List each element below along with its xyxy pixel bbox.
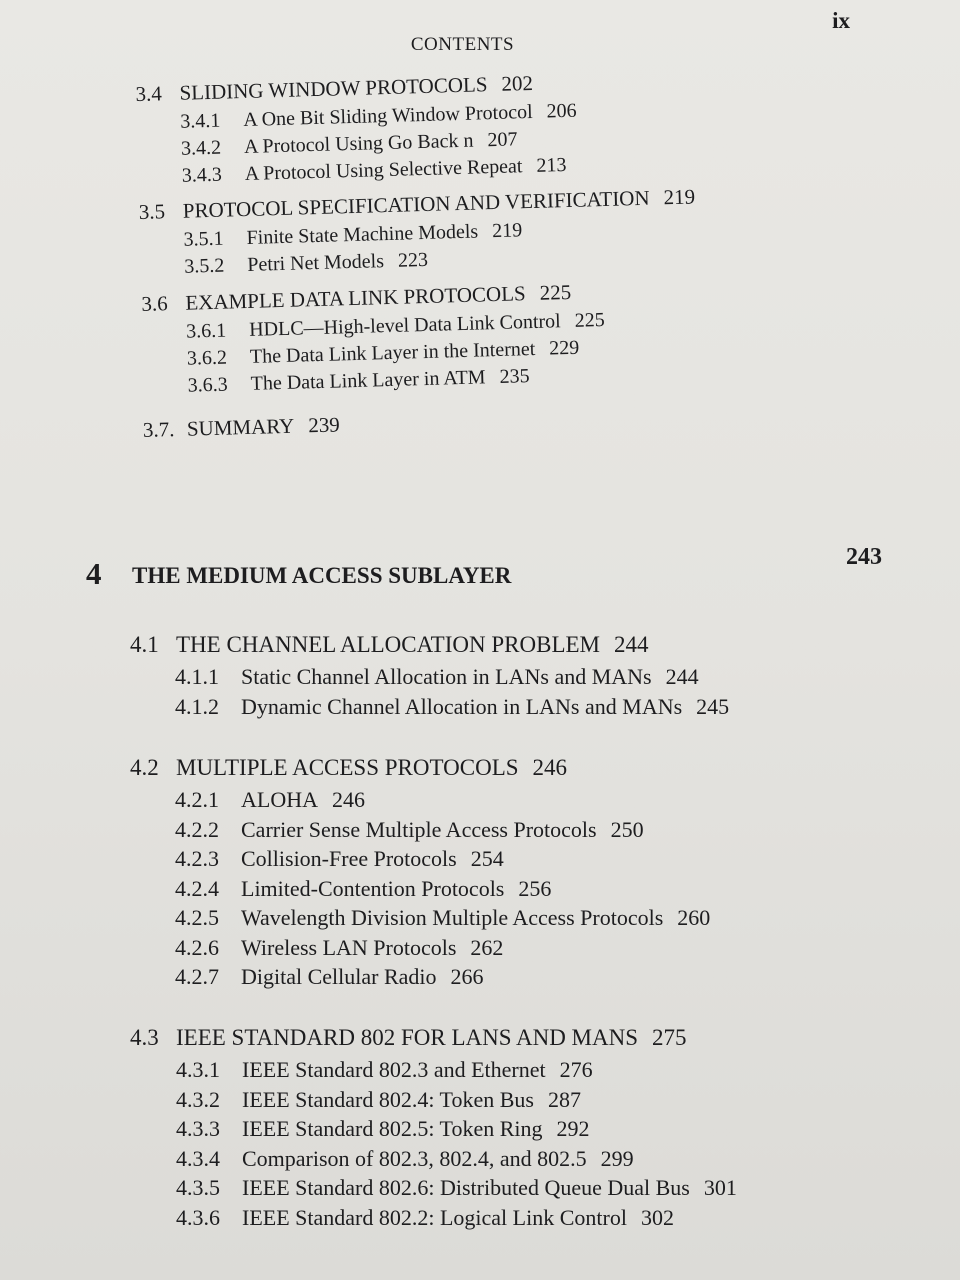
toc-subsection — [175, 694, 729, 724]
toc-subsection-title: The Data Link Layer in the Internet — [249, 337, 536, 368]
toc-subsection-title: HDLC—High-level Data Link Control — [248, 310, 561, 341]
toc-subsection-page: 229 — [548, 336, 580, 360]
page-number: ix — [832, 8, 850, 33]
toc-subsection-title: Static Channel Allocation in LANs and MANs — [241, 664, 652, 689]
toc-subsection-page: 213 — [536, 154, 567, 177]
toc-subsection-number: 4.3.4 — [176, 1145, 220, 1171]
toc-subsection-title: Digital Cellular Radio — [241, 964, 437, 989]
toc-subsection-page: 260 — [677, 905, 711, 930]
toc-subsection-title: Petri Net Models — [247, 250, 385, 276]
chapter-number: 4 — [86, 556, 102, 591]
toc-section-page: 219 — [663, 184, 696, 210]
toc-subsection — [175, 935, 710, 965]
toc-section — [141, 279, 607, 403]
toc-subsection-page: 235 — [499, 365, 530, 388]
toc-subsection-page: 262 — [470, 934, 504, 960]
toc-section-title: SLIDING WINDOW PROTOCOLS — [179, 72, 488, 105]
toc-subsection-number: 4.2.7 — [175, 964, 219, 989]
toc-subsection-title: IEEE Standard 802.3 and Ethernet — [242, 1057, 546, 1082]
toc-subsection-title: Carrier Sense Multiple Access Protocols — [241, 816, 597, 842]
toc-subsection-title: A Protocol Using Selective Repeat — [244, 155, 523, 185]
toc-subsection-page: 254 — [470, 846, 504, 871]
toc-subsection-number: 4.2.2 — [175, 816, 219, 842]
toc-subsection — [176, 1057, 737, 1087]
toc-subsection — [176, 1205, 737, 1235]
toc-subsection-number: 3.6.3 — [187, 373, 229, 397]
toc-subsection-number: 3.4.2 — [180, 136, 222, 160]
toc-section-number: 3.7. — [142, 417, 175, 442]
chapter-heading — [86, 544, 882, 592]
toc-section — [143, 412, 341, 447]
chapter-page: 243 — [846, 544, 882, 570]
toc-section-title: PROTOCOL SPECIFICATION AND VERIFICATION — [182, 185, 650, 223]
toc-subsection-page: 266 — [450, 964, 484, 989]
toc-subsection — [175, 964, 710, 994]
toc-subsection-number: 4.3.6 — [176, 1204, 220, 1230]
toc-subsection-title: IEEE Standard 802.5: Token Ring — [242, 1116, 543, 1141]
toc-subsection-title: ALOHA — [241, 787, 318, 812]
toc-section-number: 3.4 — [135, 81, 163, 107]
toc-subsection-number: 4.3.5 — [176, 1175, 220, 1200]
chapter-title: THE MEDIUM ACCESS SUBLAYER — [132, 563, 512, 588]
toc-section — [130, 632, 729, 723]
toc-subsection-number: 4.2.1 — [175, 787, 219, 812]
toc-subsection-title: Limited-Contention Protocols — [241, 875, 505, 901]
toc-subsection-page: 276 — [559, 1057, 593, 1082]
toc-section-title: THE CHANNEL ALLOCATION PROBLEM — [176, 632, 600, 657]
toc-subsection — [175, 846, 710, 876]
toc-section-number: 3.6 — [141, 291, 168, 316]
toc-subsection-number: 4.2.3 — [175, 846, 219, 871]
toc-subsection — [176, 1116, 737, 1146]
toc-subsection — [175, 905, 710, 935]
toc-subsection-page: 246 — [332, 787, 365, 812]
toc-subsection-number: 3.6.2 — [186, 346, 228, 370]
toc-section-page: 244 — [614, 632, 649, 657]
toc-subsection — [176, 1087, 737, 1117]
toc-section-title: SUMMARY — [186, 413, 295, 441]
toc-subsection-number: 3.4.1 — [180, 109, 221, 133]
toc-subsection — [175, 817, 710, 847]
toc-subsection-title: IEEE Standard 802.6: Distributed Queue Dual Bus — [242, 1175, 690, 1200]
toc-subsection-number: 3.6.1 — [185, 319, 227, 343]
toc-subsection-page: 287 — [547, 1086, 581, 1112]
toc-subsection-page: 302 — [640, 1204, 674, 1230]
toc-subsection-page: 219 — [491, 219, 523, 243]
toc-subsection-number: 4.2.4 — [175, 875, 219, 901]
toc-section-heading — [130, 755, 710, 787]
toc-subsection-page: 292 — [556, 1116, 590, 1141]
toc-subsection-page: 299 — [600, 1145, 634, 1171]
toc-section-page: 239 — [307, 412, 341, 438]
toc-subsection-title: A One Bit Sliding Window Protocol — [243, 100, 533, 132]
toc-subsection-number: 4.2.6 — [175, 934, 219, 960]
toc-subsection — [175, 787, 710, 817]
toc-section-page: 202 — [501, 70, 534, 96]
toc-section-title: IEEE STANDARD 802 FOR LANS AND MANS — [176, 1025, 639, 1050]
toc-section-heading — [130, 632, 729, 664]
toc-subsection-title: Finite State Machine Models — [246, 220, 479, 249]
toc-subsection-title: IEEE Standard 802.2: Logical Link Control — [242, 1204, 627, 1230]
toc-section — [135, 70, 578, 193]
toc-section-page: 225 — [539, 279, 572, 305]
toc-subsection-number: 3.5.2 — [184, 254, 225, 278]
toc-subsection-page: 244 — [665, 664, 699, 689]
toc-section-number: 4.1 — [130, 632, 159, 657]
toc-subsection-number: 4.1.1 — [175, 664, 219, 689]
toc-section-heading — [143, 412, 341, 447]
toc-subsection-title: Wireless LAN Protocols — [241, 934, 457, 960]
toc-subsection-title: A Protocol Using Go Back n — [243, 129, 474, 158]
toc-subsection-page: 301 — [703, 1175, 737, 1200]
toc-section-heading — [130, 1025, 737, 1057]
toc-subsection-page: 225 — [574, 309, 605, 332]
toc-section-number: 3.5 — [138, 199, 166, 224]
toc-subsection-number: 4.3.3 — [176, 1116, 220, 1141]
toc-section-title: MULTIPLE ACCESS PROTOCOLS — [176, 755, 519, 780]
toc-subsection — [175, 876, 710, 906]
toc-subsection-page: 250 — [610, 816, 644, 842]
running-head: CONTENTS — [410, 34, 515, 55]
toc-section — [130, 1025, 737, 1234]
toc-subsection-number: 4.2.5 — [175, 905, 219, 930]
toc-subsection — [176, 1146, 737, 1176]
toc-subsection-number: 4.3.2 — [176, 1086, 220, 1112]
toc-section-page: 275 — [652, 1025, 687, 1050]
toc-subsection-title: Collision-Free Protocols — [241, 846, 457, 871]
toc-subsection-title: Dynamic Channel Allocation in LANs and MANs — [241, 693, 683, 719]
toc-section-number: 4.2 — [130, 755, 159, 780]
toc-subsection — [176, 1175, 737, 1205]
toc-subsection-number: 3.5.1 — [183, 227, 224, 251]
toc-subsection-page: 207 — [487, 128, 518, 152]
toc-subsection-title: The Data Link Layer in ATM — [250, 366, 486, 395]
toc-subsection-page: 206 — [546, 99, 577, 123]
toc-section-title: EXAMPLE DATA LINK PROTOCOLS — [185, 281, 526, 315]
toc-subsection-number: 4.1.2 — [175, 693, 219, 719]
toc-subsection-number: 3.4.3 — [181, 163, 223, 187]
toc-section — [139, 184, 698, 284]
toc-subsection-title: Wavelength Division Multiple Access Protocols — [241, 905, 664, 930]
toc-subsection — [175, 664, 729, 694]
toc-section — [130, 755, 710, 994]
toc-subsection-title: IEEE Standard 802.4: Token Bus — [242, 1086, 534, 1112]
toc-section-number: 4.3 — [130, 1025, 159, 1050]
toc-subsection-number: 4.3.1 — [176, 1057, 220, 1082]
toc-subsection-page: 223 — [397, 248, 429, 272]
toc-subsection-page: 256 — [518, 875, 552, 901]
toc-subsection-title: Comparison of 802.3, 802.4, and 802.5 — [242, 1145, 587, 1171]
toc-subsection-page: 245 — [696, 693, 730, 719]
toc-section-page: 246 — [532, 755, 568, 780]
